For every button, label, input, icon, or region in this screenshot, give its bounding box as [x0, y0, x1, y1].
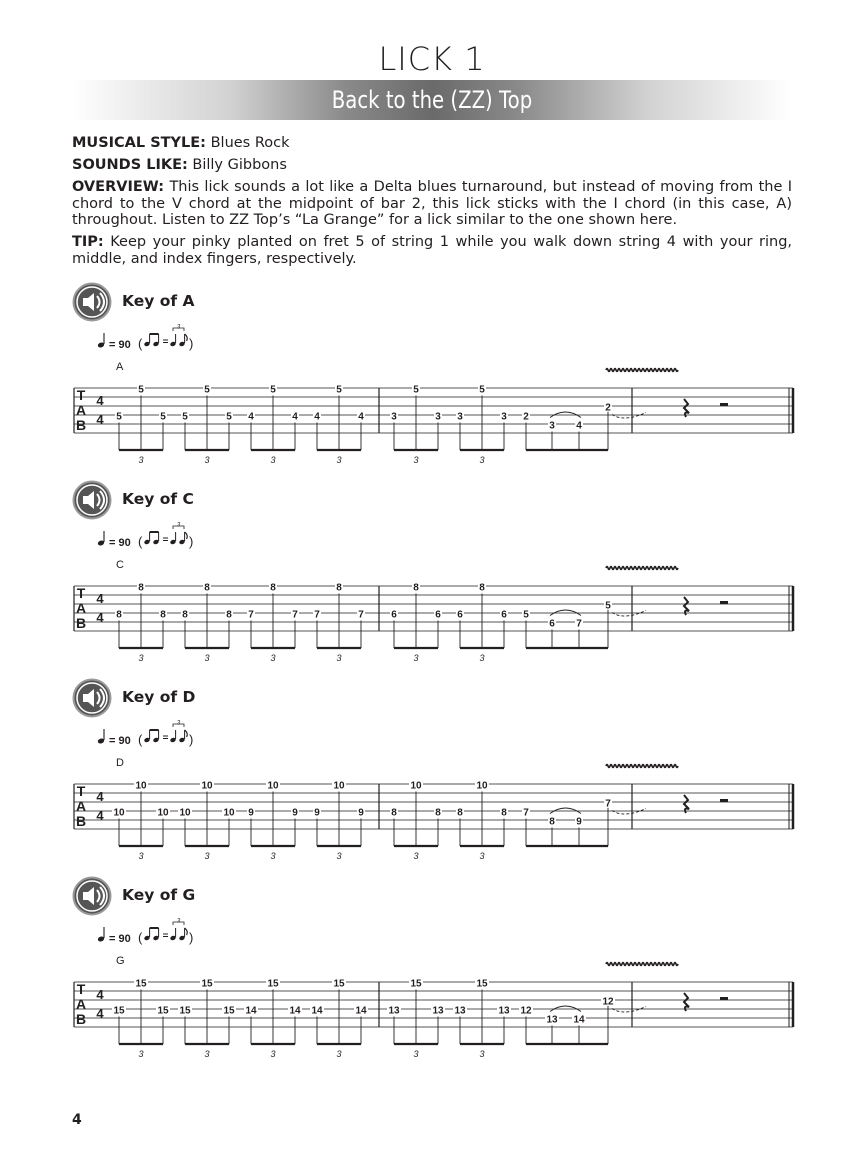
- fret-number: 8: [391, 807, 397, 819]
- fret-number: 14: [245, 1005, 257, 1017]
- fret-number: 13: [432, 1005, 444, 1017]
- triplet-number: 3: [204, 851, 210, 861]
- fret-number: 15: [113, 1005, 125, 1017]
- fret-number: 8: [549, 816, 555, 828]
- fret-number: 8: [435, 807, 441, 819]
- speaker-icon[interactable]: [72, 480, 112, 520]
- fret-number: 3: [391, 411, 397, 423]
- swing-paren-close: ): [189, 930, 194, 945]
- fret-number: 14: [311, 1005, 323, 1017]
- triplet-number: 3: [138, 851, 144, 861]
- tab-clef-letter: T: [76, 783, 86, 799]
- fret-number: 14: [573, 1014, 585, 1026]
- fret-number: 15: [223, 1005, 235, 1017]
- tempo-bpm: = 90: [109, 339, 131, 351]
- speaker-icon[interactable]: [72, 678, 112, 718]
- chord-symbol: A: [116, 361, 124, 373]
- fret-number: 5: [336, 384, 342, 396]
- triplet-number: 3: [270, 653, 276, 663]
- fret-number: 3: [501, 411, 507, 423]
- fret-number: 5: [204, 384, 210, 396]
- fret-number: 8: [138, 582, 144, 594]
- fret-number: 5: [605, 600, 611, 612]
- triplet-number: 3: [336, 1049, 342, 1059]
- fret-number: 15: [476, 978, 488, 990]
- fret-number: 5: [413, 384, 419, 396]
- swing-paren-open: (: [138, 930, 143, 945]
- fret-number: 13: [498, 1005, 510, 1017]
- tab-staff-example: [72, 522, 802, 666]
- tempo-marking: [97, 523, 193, 550]
- fret-number: 15: [201, 978, 213, 990]
- vibrato-icon: [606, 963, 678, 966]
- half-rest-icon: [720, 601, 728, 604]
- fret-number: 13: [388, 1005, 400, 1017]
- key-label: Key of C: [122, 490, 194, 508]
- triplet-number: 3: [479, 653, 485, 663]
- swing-paren-open: (: [138, 336, 143, 351]
- fret-number: 8: [160, 609, 166, 621]
- fret-number: 8: [182, 609, 188, 621]
- swing-triplet-number: 3: [176, 522, 181, 529]
- tempo-marking: [97, 919, 193, 946]
- triplet-number: 3: [413, 455, 419, 465]
- fret-number: 5: [160, 411, 166, 423]
- triplet-number: 3: [413, 1049, 419, 1059]
- fret-number: 8: [501, 807, 507, 819]
- fret-number: 7: [523, 807, 529, 819]
- fret-number: 9: [358, 807, 364, 819]
- musical-style-line: [72, 135, 792, 152]
- fret-number: 5: [226, 411, 232, 423]
- fret-number: 8: [479, 582, 485, 594]
- chord-symbol: G: [116, 955, 125, 967]
- fret-number: 10: [157, 807, 169, 819]
- tab-staff-example: [72, 720, 802, 864]
- fret-number: 10: [223, 807, 235, 819]
- triplet-number: 3: [336, 851, 342, 861]
- vibrato-icon: [606, 765, 678, 768]
- triplet-number: 3: [270, 455, 276, 465]
- quarter-rest-icon: [684, 597, 689, 615]
- fret-number: 10: [476, 780, 488, 792]
- fret-number: 15: [135, 978, 147, 990]
- tab-staff-example: [72, 324, 802, 468]
- fret-number: 10: [201, 780, 213, 792]
- fret-number: 15: [410, 978, 422, 990]
- fret-number: 10: [410, 780, 422, 792]
- triplet-number: 3: [479, 851, 485, 861]
- fret-number: 6: [435, 609, 441, 621]
- triplet-number: 3: [204, 653, 210, 663]
- triplet-number: 3: [479, 455, 485, 465]
- triplet-number: 3: [336, 653, 342, 663]
- fret-number: 7: [248, 609, 254, 621]
- fret-number: 14: [355, 1005, 367, 1017]
- lick-name-banner: [72, 80, 792, 120]
- musical-style-label: MUSICAL STYLE:: [72, 135, 206, 151]
- fret-number: 15: [179, 1005, 191, 1017]
- fret-number: 12: [602, 996, 614, 1008]
- tab-clef-letter: T: [76, 585, 86, 601]
- tip-text: Keep your pinky planted on fret 5 of string 1 while you walk down string 4 with your ring, middle, and index fingers, respectively.: [72, 234, 793, 267]
- fret-number: 8: [116, 609, 122, 621]
- vibrato-icon: [606, 369, 678, 372]
- fret-number: 3: [457, 411, 463, 423]
- chord-symbol: D: [116, 757, 124, 769]
- fret-number: 5: [270, 384, 276, 396]
- quarter-rest-icon: [684, 795, 689, 813]
- fret-number: 7: [576, 618, 582, 630]
- triplet-number: 3: [204, 1049, 210, 1059]
- tab-clef-letter: A: [75, 996, 87, 1012]
- chord-symbol: C: [116, 559, 124, 571]
- overview-label: OVERVIEW:: [72, 179, 165, 195]
- sounds-like-value: Billy Gibbons: [192, 157, 287, 173]
- fret-number: 3: [549, 420, 555, 432]
- fret-number: 13: [454, 1005, 466, 1017]
- fret-number: 9: [248, 807, 254, 819]
- vibrato-icon: [606, 567, 678, 570]
- fret-number: 13: [546, 1014, 558, 1026]
- tab-clef-letter: B: [75, 417, 87, 433]
- key-label: Key of A: [122, 292, 195, 310]
- lick-name: Back to the (ZZ) Top: [331, 86, 533, 114]
- tip-label: TIP:: [72, 234, 104, 250]
- fret-number: 6: [391, 609, 397, 621]
- swing-notation: [144, 523, 188, 545]
- swing-paren-close: ): [189, 336, 194, 351]
- fret-number: 6: [457, 609, 463, 621]
- fret-number: 7: [605, 798, 611, 810]
- fret-number: 10: [135, 780, 147, 792]
- fret-number: 9: [314, 807, 320, 819]
- time-signature-bottom: 4: [96, 1006, 104, 1021]
- time-signature-top: 4: [96, 393, 104, 408]
- swing-paren-close: ): [189, 732, 194, 747]
- tab-clef-letter: A: [75, 798, 87, 814]
- speaker-icon[interactable]: [72, 282, 112, 322]
- quarter-rest-icon: [684, 993, 689, 1011]
- tempo-bpm: = 90: [109, 735, 131, 747]
- triplet-number: 3: [138, 653, 144, 663]
- triplet-number: 3: [336, 455, 342, 465]
- time-signature-top: 4: [96, 987, 104, 1002]
- fret-number: 8: [413, 582, 419, 594]
- fret-number: 10: [267, 780, 279, 792]
- page-number: 4: [72, 1112, 82, 1128]
- swing-paren-open: (: [138, 732, 143, 747]
- fret-number: 5: [138, 384, 144, 396]
- swing-triplet-number: 3: [176, 918, 181, 925]
- fret-number: 5: [182, 411, 188, 423]
- fret-number: 10: [333, 780, 345, 792]
- swing-notation: [144, 721, 188, 743]
- triplet-number: 3: [413, 653, 419, 663]
- triplet-number: 3: [138, 1049, 144, 1059]
- musical-style-value: Blues Rock: [210, 135, 290, 151]
- fret-number: 4: [314, 411, 320, 423]
- swing-notation: [144, 325, 188, 347]
- fret-number: 8: [226, 609, 232, 621]
- triplet-number: 3: [138, 455, 144, 465]
- fret-number: 4: [248, 411, 254, 423]
- tab-clef-letter: A: [75, 600, 87, 616]
- fret-number: 12: [520, 1005, 532, 1017]
- fret-number: 3: [435, 411, 441, 423]
- tab-clef-letter: B: [75, 1011, 87, 1027]
- tempo-bpm: = 90: [109, 933, 131, 945]
- triplet-number: 3: [479, 1049, 485, 1059]
- fret-number: 8: [457, 807, 463, 819]
- tab-clef-letter: A: [75, 402, 87, 418]
- fret-number: 8: [204, 582, 210, 594]
- fret-number: 5: [479, 384, 485, 396]
- fret-number: 14: [289, 1005, 301, 1017]
- triplet-number: 3: [270, 1049, 276, 1059]
- fret-number: 7: [292, 609, 298, 621]
- fret-number: 9: [576, 816, 582, 828]
- fret-number: 5: [523, 609, 529, 621]
- tab-clef-letter: T: [76, 981, 86, 997]
- fret-number: 2: [605, 402, 611, 414]
- fret-number: 8: [270, 582, 276, 594]
- fret-number: 2: [523, 411, 529, 423]
- time-signature-bottom: 4: [96, 610, 104, 625]
- time-signature-top: 4: [96, 591, 104, 606]
- fret-number: 6: [501, 609, 507, 621]
- overview-paragraph: [72, 179, 792, 229]
- swing-paren-open: (: [138, 534, 143, 549]
- swing-notation: [144, 919, 188, 941]
- triplet-number: 3: [204, 455, 210, 465]
- fret-number: 8: [336, 582, 342, 594]
- fret-number: 4: [358, 411, 364, 423]
- time-signature-bottom: 4: [96, 412, 104, 427]
- tab-clef-letter: T: [76, 387, 86, 403]
- swing-triplet-number: 3: [176, 720, 181, 727]
- tempo-bpm: = 90: [109, 537, 131, 549]
- fret-number: 4: [576, 420, 582, 432]
- tip-paragraph: [72, 234, 792, 267]
- fret-number: 7: [358, 609, 364, 621]
- swing-paren-close: ): [189, 534, 194, 549]
- fret-number: 5: [116, 411, 122, 423]
- tempo-marking: [97, 721, 193, 748]
- key-label: Key of D: [122, 688, 196, 706]
- fret-number: 15: [333, 978, 345, 990]
- tab-clef-letter: B: [75, 615, 87, 631]
- fret-number: 15: [157, 1005, 169, 1017]
- time-signature-bottom: 4: [96, 808, 104, 823]
- fret-number: 7: [314, 609, 320, 621]
- tempo-marking: [97, 325, 193, 352]
- fret-number: 4: [292, 411, 298, 423]
- triplet-number: 3: [413, 851, 419, 861]
- tab-clef-letter: B: [75, 813, 87, 829]
- time-signature-top: 4: [96, 789, 104, 804]
- speaker-icon[interactable]: [72, 876, 112, 916]
- fret-number: 6: [549, 618, 555, 630]
- sounds-like-line: [72, 157, 792, 174]
- fret-number: 10: [179, 807, 191, 819]
- sounds-like-label: SOUNDS LIKE:: [72, 157, 188, 173]
- half-rest-icon: [720, 997, 728, 1000]
- tab-staff-example: [72, 918, 802, 1062]
- fret-number: 10: [113, 807, 125, 819]
- quarter-rest-icon: [684, 399, 689, 417]
- fret-number: 15: [267, 978, 279, 990]
- lick-title: LICK 1: [378, 40, 486, 78]
- half-rest-icon: [720, 799, 728, 802]
- swing-triplet-number: 3: [176, 324, 181, 331]
- overview-text: This lick sounds a lot like a Delta blues turnaround, but instead of moving from the I chord to the V chord at the midpoint of bar 2, this lick sticks with the I chord (in this case, A) throughout. Listen to ZZ Top’s “La Grange” for a lick similar to the one shown here.: [72, 179, 792, 228]
- half-rest-icon: [720, 403, 728, 406]
- key-label: Key of G: [122, 886, 196, 904]
- fret-number: 9: [292, 807, 298, 819]
- triplet-number: 3: [270, 851, 276, 861]
